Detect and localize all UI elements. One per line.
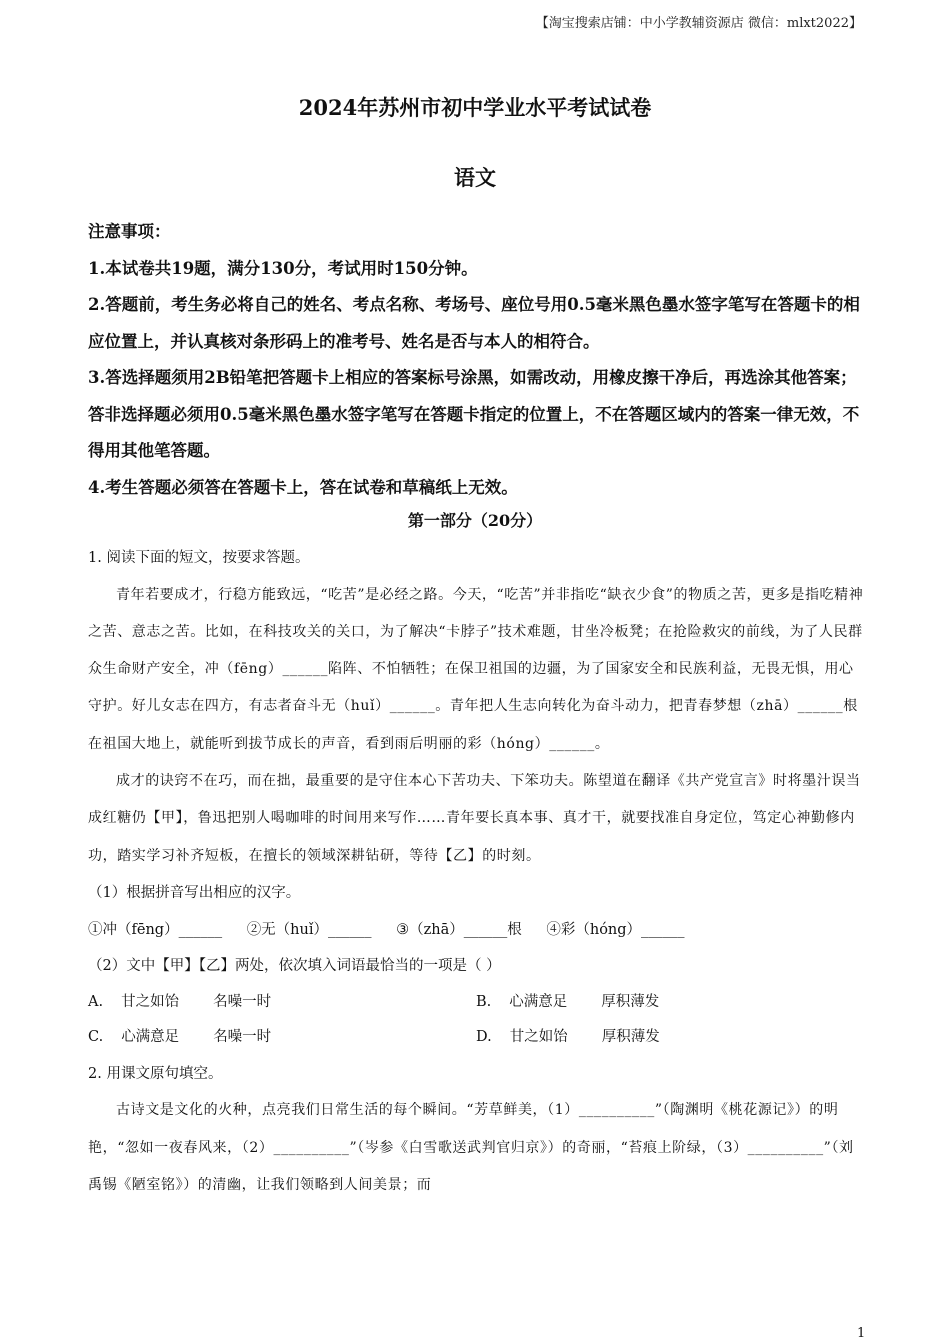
page-number: 1: [857, 1326, 866, 1341]
option-letter: A.: [88, 993, 104, 1010]
q1-passage-paragraph-2: 成才的诀窍不在巧，而在拙，最重要的是守住本心下苦功夫、下笨功夫。陈望道在翻译《共产党宣言》时将墨汁误当成红糖仍【甲】，鲁迅把别人喝咖啡的时间用来写作……青年要长真本事、真才干，就要找准自身定位，笃定心神勤修内功，踏实学习补齐短板，在擅长的领域深耕钻研，等待【乙】的时刻。: [88, 773, 861, 864]
fill-item-3: ③（zhā）______根: [396, 921, 522, 938]
option-letter: D.: [476, 1029, 492, 1046]
option-d: [476, 1020, 864, 1056]
option-word-1: 心满意足: [509, 993, 568, 1010]
q1-prompt: 1. 阅读下面的短文，按要求答题。: [88, 550, 310, 566]
option-word-2: 厚积薄发: [601, 993, 660, 1010]
option-word-1: 甘之如饴: [121, 993, 180, 1010]
q1-options: [88, 985, 864, 1056]
option-word-2: 厚积薄发: [601, 1029, 660, 1046]
notice-item-4: 4.考生答题必须答在答题卡上，答在试卷和草稿纸上无效。: [88, 477, 518, 497]
questions-content: [88, 540, 864, 1204]
option-word-2: 名噪一时: [213, 993, 272, 1010]
q1-fill-items: [88, 912, 864, 949]
option-letter: B.: [476, 993, 492, 1010]
exam-title: 2024年苏州市初中学业水平考试试卷: [298, 95, 652, 120]
notice-heading: 注意事项：: [88, 222, 171, 241]
option-c: [88, 1020, 476, 1056]
option-word-1: 甘之如饴: [509, 1029, 568, 1046]
option-b: [476, 985, 864, 1021]
q2-passage: 古诗文是文化的火种，点亮我们日常生活的每个瞬间。“芳草鲜美，（1）__________”（陶渊明《桃花源记》）的明艳，“忽如一夜春风来，（2）__________”（岑参《白雪歌送武判官归京》）的奇丽，“苔痕上阶绿，（3）__________”（刘禹锡《陋室铭》）的清幽，让我们领略到人间美景；而: [88, 1102, 854, 1193]
header-note: 【淘宝搜索店铺：中小学教辅资源店 微信：mlxt2022】: [535, 16, 862, 31]
option-a: [88, 985, 476, 1021]
notice-section: [88, 214, 864, 506]
subject-title: 语文: [454, 165, 496, 190]
notice-item-2: 2.答题前，考生务必将自己的姓名、考点名称、考场号、座位号用0.5毫米黑色墨水签字笔写在答题卡的相应位置上，并认真核对条形码上的准考号、姓名是否与本人的相符合。: [88, 295, 860, 351]
option-letter: C.: [88, 1029, 104, 1046]
q1-passage-paragraph-1: 青年若要成才，行稳方能致远，“吃苦”是必经之路。今天，“吃苦”并非指吃“缺衣少食”的物质之苦，更多是指吃精神之苦、意志之苦。比如，在科技攻关的关口，为了解决“卡脖子”技术难题，甘坐冷板凳；在抢险救灾的前线，为了人民群众生命财产安全，冲（fēng）______陷阵、不怕牺牲；在保卫祖国的边疆，为了国家安全和民族利益，无畏无惧，用心守护。好儿女志在四方，有志者奋斗无（huǐ）______。青年把人生志向转化为奋斗动力，把青春梦想（zhā）______根在祖国大地上，就能听到拔节成长的声音，看到雨后明丽的彩（hóng）______。: [88, 586, 864, 752]
q1-sub2-prompt: （2）文中【甲】【乙】两处，依次填入词语最恰当的一项是（ ）: [88, 958, 501, 975]
fill-item-4: ④彩（hóng）______: [546, 921, 685, 938]
part-heading: 第一部分（20分）: [407, 511, 543, 530]
notice-item-3: 3.答选择题须用2B铅笔把答题卡上相应的答案标号涂黑，如需改动，用橡皮擦干净后，再选涂其他答案；答非选择题必须用0.5毫米黑色墨水签字笔写在答题卡指定的位置上，不在答题区域内的答案一律无效，不得用其他笔答题。: [88, 368, 860, 460]
option-word-1: 心满意足: [121, 1029, 180, 1046]
q2-prompt: 2. 用课文原句填空。: [88, 1065, 223, 1082]
option-word-2: 名噪一时: [213, 1029, 272, 1046]
notice-item-1: 1.本试卷共19题，满分130分，考试用时150分钟。: [88, 258, 478, 278]
fill-item-1: ①冲（fēng）______: [88, 921, 223, 938]
q1-sub1-prompt: （1）根据拼音写出相应的汉字。: [88, 884, 301, 901]
fill-item-2: ②无（huǐ）______: [246, 921, 372, 938]
